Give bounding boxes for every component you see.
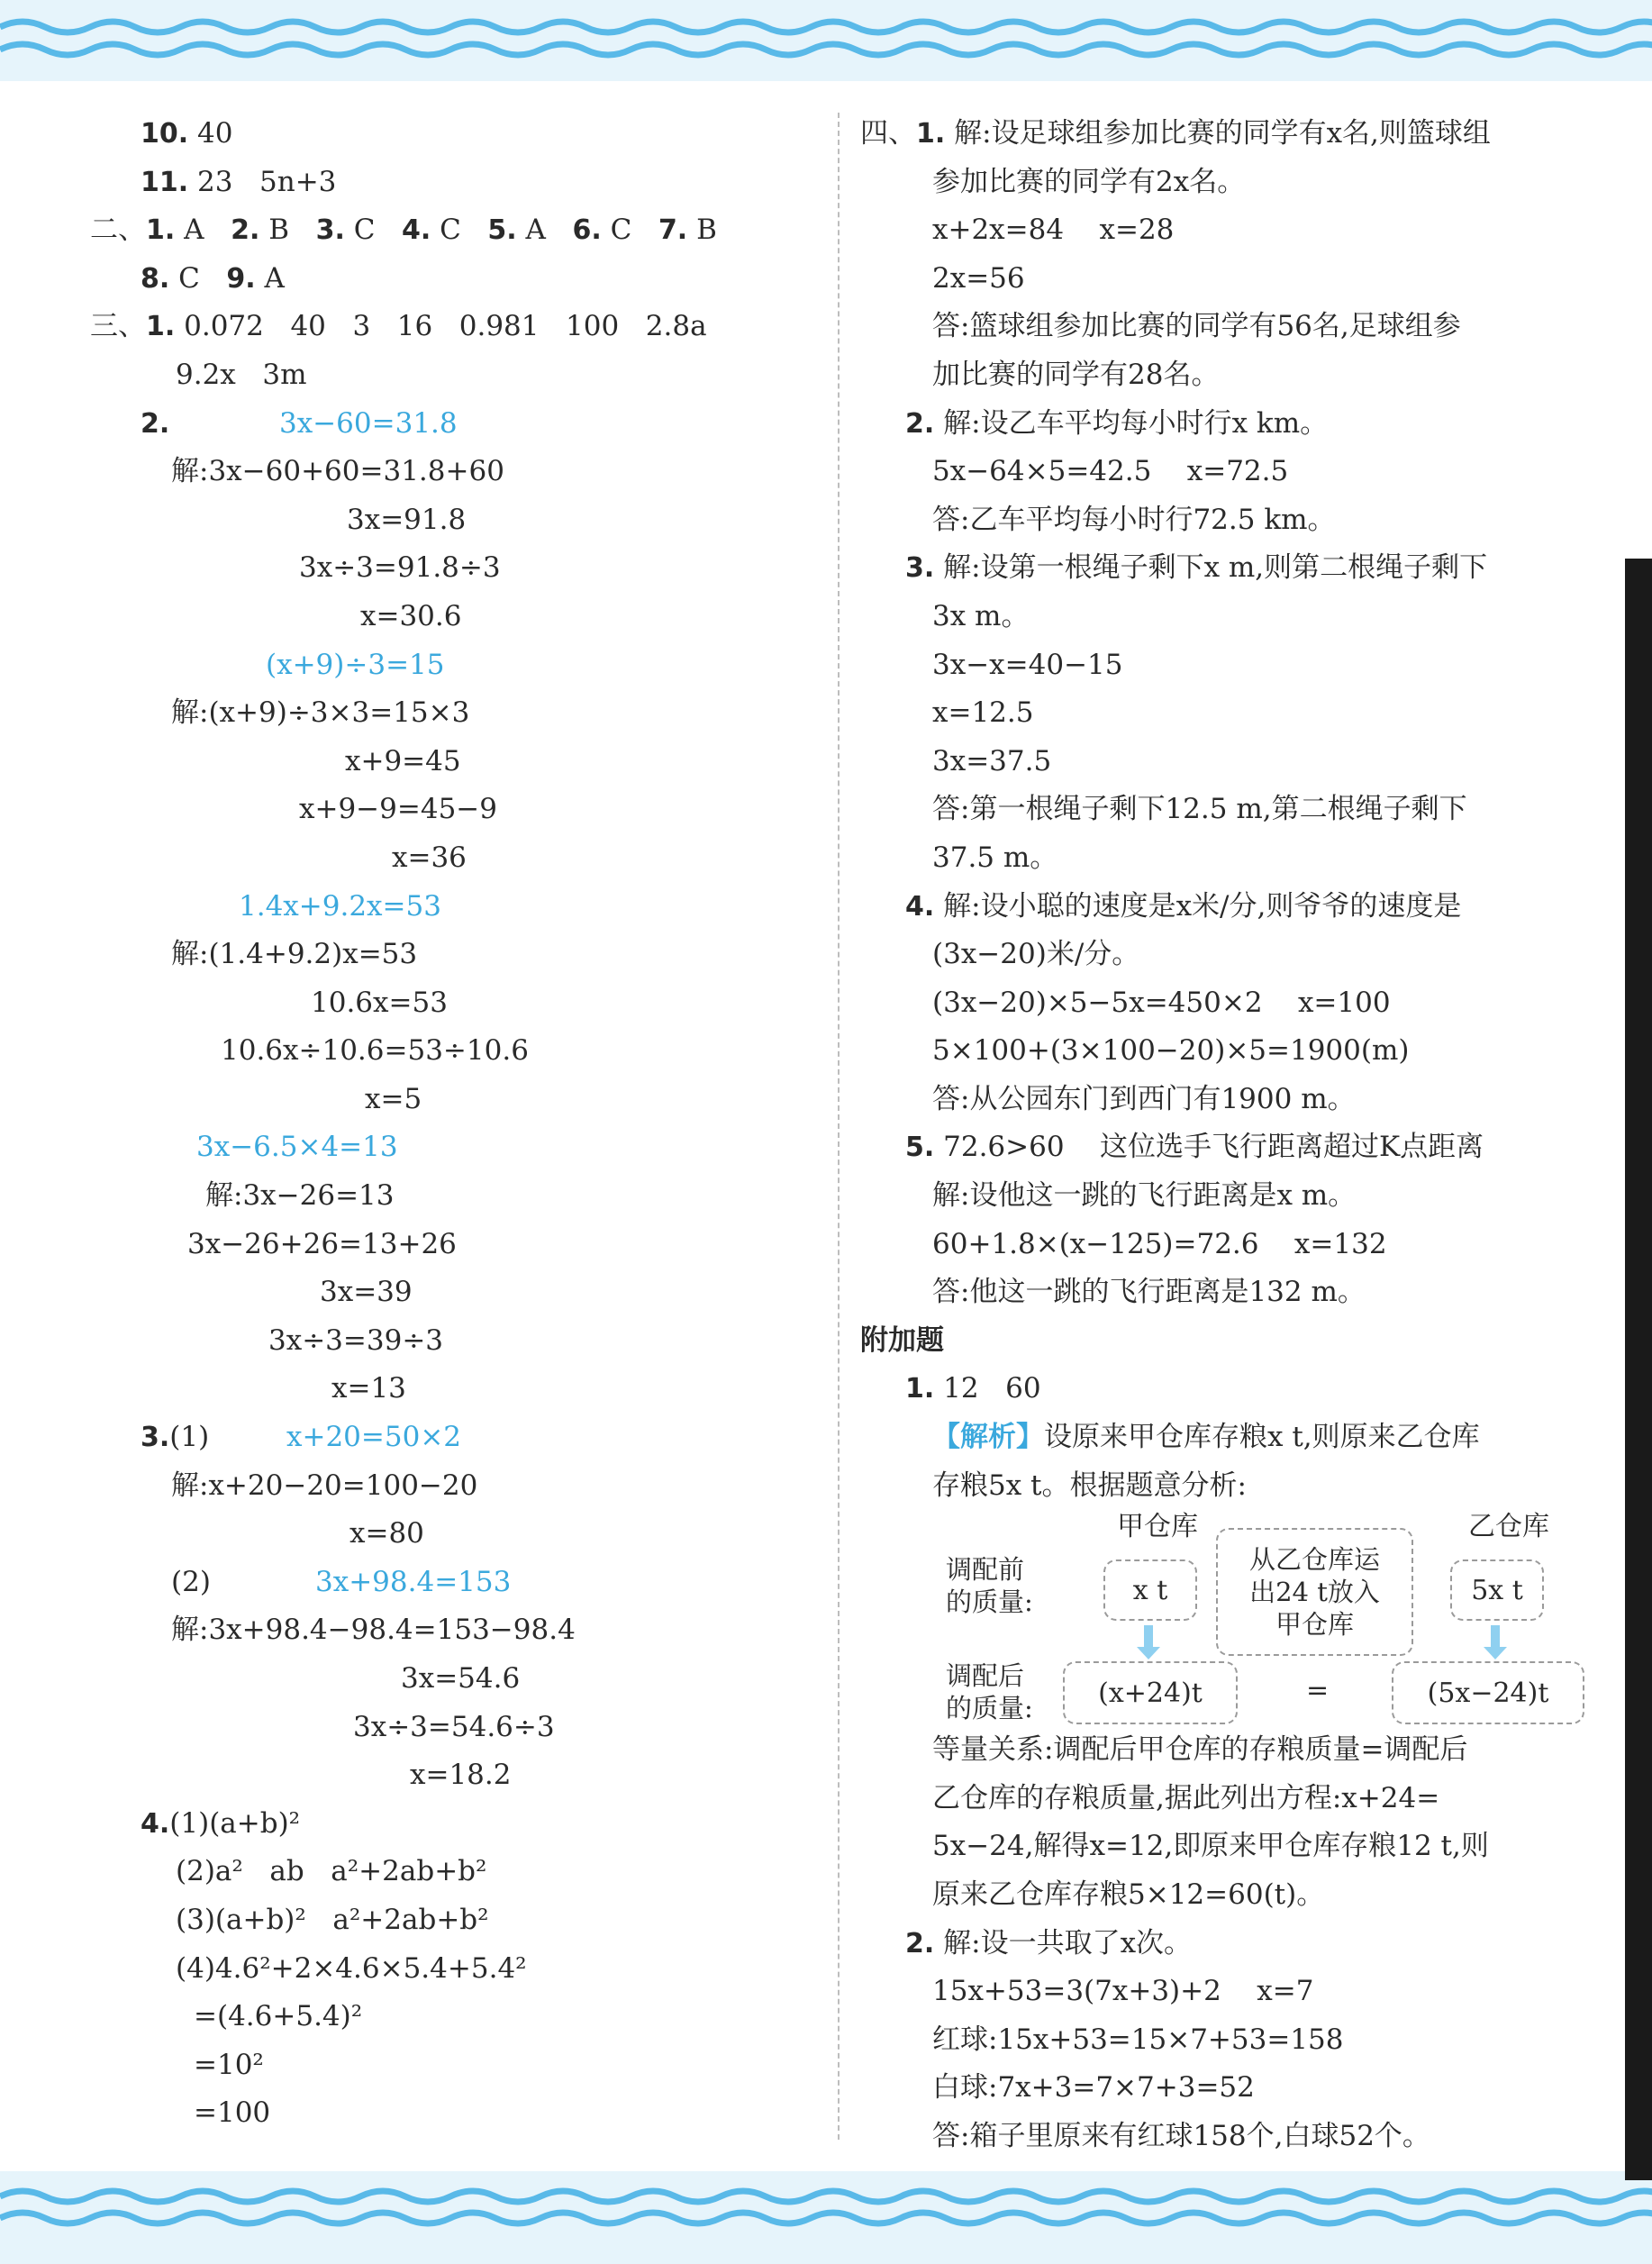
answer-text: (3x−20)×5−5x=450×2 x=100	[932, 986, 1391, 1019]
answer-line	[90, 1317, 811, 1366]
answer-text: x=13	[331, 1372, 406, 1405]
label-after: 调配后 的质量:	[946, 1660, 1033, 1724]
answer-line	[90, 1365, 811, 1414]
answer-line	[860, 448, 1599, 496]
box-transfer-note: 从乙仓库运 出24 t放入 甲仓库	[1216, 1528, 1413, 1656]
answer-line	[90, 1704, 811, 1752]
question-number: 4.	[402, 214, 431, 247]
answer-line	[90, 883, 811, 932]
answer-line	[860, 496, 1599, 545]
answer-text: 3x=54.6	[401, 1662, 521, 1695]
answer-line	[90, 2041, 811, 2090]
answer-line	[90, 1848, 811, 1896]
label-warehouse-b: 乙仓库	[1468, 1511, 1549, 1543]
answer-text: 解:(x+9)÷3×3=15×3	[171, 696, 470, 730]
answer-line	[90, 1172, 811, 1221]
answer-line	[860, 931, 1599, 979]
question-number: 2.	[231, 214, 260, 247]
answer-text: (3)(a+b)² a²+2ab+b²	[176, 1903, 489, 1936]
answer-text: 解:设小聪的速度是x米/分,则爷爷的速度是	[934, 889, 1462, 923]
question-number: 2.	[141, 407, 170, 440]
answer-text: (3x−20)米/分。	[932, 938, 1140, 971]
answer-line	[90, 1606, 811, 1655]
question-number: 4.	[141, 1807, 170, 1840]
question-number: 8.	[141, 262, 170, 295]
answer-line	[860, 2064, 1599, 2113]
answer-text: x=30.6	[360, 599, 462, 632]
answer-text: x+9−9=45−9	[299, 793, 497, 826]
answer-text: x=18.2	[410, 1759, 512, 1792]
answer-line	[860, 2016, 1599, 2065]
section-marker: 二、	[90, 214, 146, 247]
down-arrow-icon	[1144, 1625, 1153, 1649]
analysis-tag: 【解析】	[932, 1421, 1044, 1454]
answer-line	[860, 641, 1599, 690]
answer-text: x=12.5	[932, 696, 1034, 730]
answer-line	[860, 400, 1599, 449]
answer-text: =10²	[194, 2048, 264, 2081]
answer-line	[860, 1172, 1599, 1221]
answer-line	[860, 1775, 1599, 1823]
answer-text: A	[516, 214, 573, 247]
question-number: 4.	[905, 890, 935, 923]
answer-line	[90, 159, 811, 207]
question-number: 5.	[487, 214, 517, 247]
answer-text: 2x=56	[932, 261, 1025, 295]
answer-text: 5x−24,解得x=12,即原来甲仓库存粮12 t,则	[932, 1830, 1489, 1863]
answer-line	[90, 1414, 811, 1462]
bottom-wave-border	[0, 2171, 1652, 2264]
box-before-a: x t	[1103, 1559, 1197, 1621]
answer-text: 5×100+(3×100−20)×5=1900(m)	[932, 1034, 1410, 1068]
box-after-a: (x+24)t	[1063, 1661, 1238, 1724]
equals-sign: =	[1306, 1675, 1330, 1707]
answer-text: C	[601, 214, 658, 247]
answer-text: 3x−26+26=13+26	[187, 1227, 457, 1260]
answer-text: 3x÷3=39÷3	[268, 1323, 444, 1357]
answer-line	[860, 593, 1599, 641]
answer-text: 解:(1.4+9.2)x=53	[171, 938, 418, 971]
answer-line	[860, 1414, 1599, 1462]
page-edge-shadow	[1625, 559, 1652, 2180]
question-number: 1.	[916, 118, 946, 150]
question-number: 5.	[905, 1132, 935, 1164]
answer-line	[860, 206, 1599, 255]
answer-text: x=36	[392, 841, 467, 874]
answer-text: 答:从公园东门到西门有1900 m。	[932, 1082, 1356, 1115]
answer-text: 5x−64×5=42.5 x=72.5	[932, 455, 1289, 488]
answer-line	[90, 544, 811, 593]
original-equation: 1.4x+9.2x=53	[239, 889, 441, 923]
answer-line	[90, 1993, 811, 2041]
top-wave-border	[0, 0, 1652, 81]
answer-text: B	[259, 214, 316, 247]
answer-line	[90, 1123, 811, 1172]
answer-line	[860, 1317, 1599, 1366]
answer-line	[860, 1968, 1599, 2016]
answer-line	[90, 206, 811, 255]
question-number: 1.	[146, 311, 176, 343]
answer-line	[90, 2089, 811, 2138]
answer-line	[90, 738, 811, 786]
answer-text: 3x=39	[320, 1276, 413, 1309]
answer-line	[90, 689, 811, 738]
answer-text: 3x÷3=54.6÷3	[353, 1710, 555, 1743]
answer-line	[90, 255, 811, 304]
answer-line	[860, 303, 1599, 351]
answer-text: =100	[194, 2096, 271, 2130]
question-number: 2.	[905, 1927, 935, 1959]
answer-text: 60+1.8×(x−125)=72.6 x=132	[932, 1227, 1387, 1260]
answer-line	[90, 641, 811, 690]
answer-text: 参加比赛的同学有2x名。	[932, 165, 1246, 198]
answer-line	[860, 544, 1599, 593]
question-number: 1.	[905, 1373, 935, 1405]
section-marker: 四、	[860, 117, 916, 150]
column-divider	[838, 113, 840, 2140]
answer-line	[90, 400, 811, 449]
answer-text: 3x÷3=91.8÷3	[299, 551, 501, 585]
answer-text: 乙仓库的存粮质量,据此列出方程:x+24=	[932, 1781, 1440, 1814]
answer-text: 答:他这一跳的飞行距离是132 m。	[932, 1276, 1366, 1309]
answer-line	[860, 979, 1599, 1028]
answer-line	[90, 1655, 811, 1704]
question-number: 6.	[572, 214, 602, 247]
question-number: 3.	[141, 1422, 170, 1454]
answer-text: 答:篮球组参加比赛的同学有56名,足球组参	[932, 310, 1461, 343]
original-equation: x+20=50×2	[286, 1421, 462, 1454]
answer-line	[860, 1268, 1599, 1317]
answer-text: x+9=45	[345, 744, 461, 777]
answer-line	[860, 1462, 1599, 1511]
answer-text: 37.5 m。	[932, 841, 1058, 874]
answer-text: C	[344, 214, 402, 247]
answer-line	[860, 1365, 1599, 1414]
answer-text: 等量关系:调配后甲仓库的存粮质量=调配后	[932, 1733, 1468, 1767]
answer-line	[90, 1268, 811, 1317]
original-equation: 3x+98.4=153	[315, 1565, 512, 1598]
answer-text: 0.072 40 3 16 0.981 100 2.8a	[175, 310, 707, 343]
answer-line	[860, 883, 1599, 932]
answer-line	[860, 159, 1599, 207]
box-before-b: 5x t	[1450, 1559, 1544, 1621]
answer-text: 答:箱子里原来有红球158个,白球52个。	[932, 2119, 1430, 2152]
answer-text: C	[431, 214, 488, 247]
answer-line	[860, 1823, 1599, 1871]
answer-line	[860, 738, 1599, 786]
answer-line	[90, 448, 811, 496]
warehouse-diagram	[946, 1510, 1630, 1726]
answer-line	[860, 1076, 1599, 1124]
answer-line	[90, 351, 811, 400]
answer-text: (1)	[169, 1421, 210, 1454]
answer-line	[860, 2113, 1599, 2161]
answer-line	[90, 1896, 811, 1945]
answer-text: 72.6>60 这位选手飞行距离超过K点距离	[934, 1131, 1484, 1164]
answer-text: (2)	[171, 1565, 211, 1598]
answer-line	[860, 1920, 1599, 1968]
answer-line	[860, 786, 1599, 834]
original-equation: (x+9)÷3=15	[266, 648, 445, 681]
answer-text: 23 5n+3	[188, 165, 337, 198]
answer-line	[860, 110, 1599, 159]
answer-text: 解:3x−26=13	[205, 1179, 395, 1213]
answer-text: 解:设他这一跳的飞行距离是x m。	[932, 1179, 1357, 1213]
answer-line	[860, 689, 1599, 738]
answer-line	[860, 1871, 1599, 1920]
answer-line	[860, 1123, 1599, 1172]
section-heading: 附加题	[860, 1323, 944, 1357]
left-answer-column	[90, 110, 811, 2138]
answer-text: 解:设一共取了x次。	[934, 1926, 1193, 1959]
answer-text: 3x=91.8	[347, 503, 467, 536]
answer-text: x+2x=84 x=28	[932, 214, 1175, 247]
question-number: 7.	[658, 214, 688, 247]
answer-line	[90, 1510, 811, 1559]
answer-line	[90, 1800, 811, 1849]
answer-text: (1)(a+b)²	[169, 1806, 301, 1840]
answer-line	[90, 1221, 811, 1269]
answer-text: 40	[188, 117, 233, 150]
answer-text: 12 60	[934, 1372, 1041, 1405]
label-warehouse-a: 甲仓库	[1117, 1511, 1198, 1543]
question-number: 2.	[905, 407, 935, 440]
original-equation: 3x−6.5×4=13	[196, 1131, 398, 1164]
answer-text: A	[255, 261, 285, 295]
answer-line	[860, 1027, 1599, 1076]
answer-text: C	[169, 261, 227, 295]
question-number: 3.	[315, 214, 345, 247]
answer-line	[860, 255, 1599, 304]
original-equation: 3x−60=31.8	[279, 406, 458, 440]
answer-text: 原来乙仓库存粮5×12=60(t)。	[932, 1878, 1325, 1911]
answer-line	[90, 786, 811, 834]
question-number: 3.	[905, 552, 935, 585]
label-before: 调配前 的质量:	[946, 1554, 1033, 1618]
answer-line	[860, 1726, 1599, 1775]
section-marker: 三、	[90, 310, 146, 343]
answer-text: 解:设足球组参加比赛的同学有x名,则篮球组	[945, 117, 1491, 150]
answer-line	[90, 303, 811, 351]
answer-text: 存粮5x t。根据题意分析:	[932, 1468, 1247, 1502]
answer-text: 加比赛的同学有28名。	[932, 358, 1220, 391]
answer-text: 答:乙车平均每小时行72.5 km。	[932, 503, 1336, 536]
down-arrow-icon	[1491, 1625, 1500, 1649]
answer-text: 10.6x÷10.6=53÷10.6	[221, 1034, 529, 1068]
question-number: 11.	[141, 166, 189, 198]
answer-text: 解:设第一根绳子剩下x m,则第二根绳子剩下	[934, 551, 1488, 585]
box-after-b: (5x−24)t	[1392, 1661, 1584, 1724]
answer-text: 15x+53=3(7x+3)+2 x=7	[932, 1975, 1314, 2008]
answer-text: =(4.6+5.4)²	[194, 2000, 363, 2033]
answer-line	[90, 834, 811, 883]
answer-line	[90, 1559, 811, 1607]
answer-line	[860, 834, 1599, 883]
answer-line	[90, 1462, 811, 1511]
answer-line	[90, 1945, 811, 1994]
answer-text: 解:设乙车平均每小时行x km。	[934, 406, 1329, 440]
answer-text: A	[175, 214, 231, 247]
answer-text: 10.6x=53	[311, 986, 448, 1019]
answer-text: (2)a² ab a²+2ab+b²	[176, 1855, 487, 1888]
right-answer-column	[860, 110, 1599, 2161]
answer-line	[90, 1076, 811, 1124]
answer-text: B	[687, 214, 717, 247]
answer-text: 设原来甲仓库存粮x t,则原来乙仓库	[1044, 1421, 1480, 1454]
answer-text: 解:3x−60+60=31.8+60	[171, 455, 504, 488]
answer-text: 3x m。	[932, 599, 1030, 632]
answer-line	[90, 593, 811, 641]
answer-text: 3x=37.5	[932, 744, 1052, 777]
question-number: 9.	[226, 262, 256, 295]
question-number: 10.	[141, 118, 189, 150]
question-number: 1.	[146, 214, 176, 247]
answer-text: (4)4.6²+2×4.6×5.4+5.4²	[176, 1951, 527, 1985]
answer-line	[90, 496, 811, 545]
answer-line	[860, 1221, 1599, 1269]
answer-line	[90, 1751, 811, 1800]
answer-text: 解:3x+98.4−98.4=153−98.4	[171, 1614, 576, 1647]
answer-line	[90, 110, 811, 159]
answer-text: 红球:15x+53=15×7+53=158	[932, 2023, 1344, 2056]
answer-text: x=5	[365, 1082, 422, 1115]
answer-text: 3x−x=40−15	[932, 648, 1123, 681]
answer-text: 答:第一根绳子剩下12.5 m,第二根绳子剩下	[932, 793, 1467, 826]
answer-line	[90, 1027, 811, 1076]
answer-text: x=80	[349, 1517, 424, 1550]
answer-line	[90, 931, 811, 979]
answer-line	[860, 351, 1599, 400]
answer-text: 解:x+20−20=100−20	[171, 1468, 478, 1502]
answer-line	[90, 979, 811, 1028]
answer-text: 白球:7x+3=7×7+3=52	[932, 2071, 1255, 2105]
answer-text: 9.2x 3m	[176, 358, 307, 391]
